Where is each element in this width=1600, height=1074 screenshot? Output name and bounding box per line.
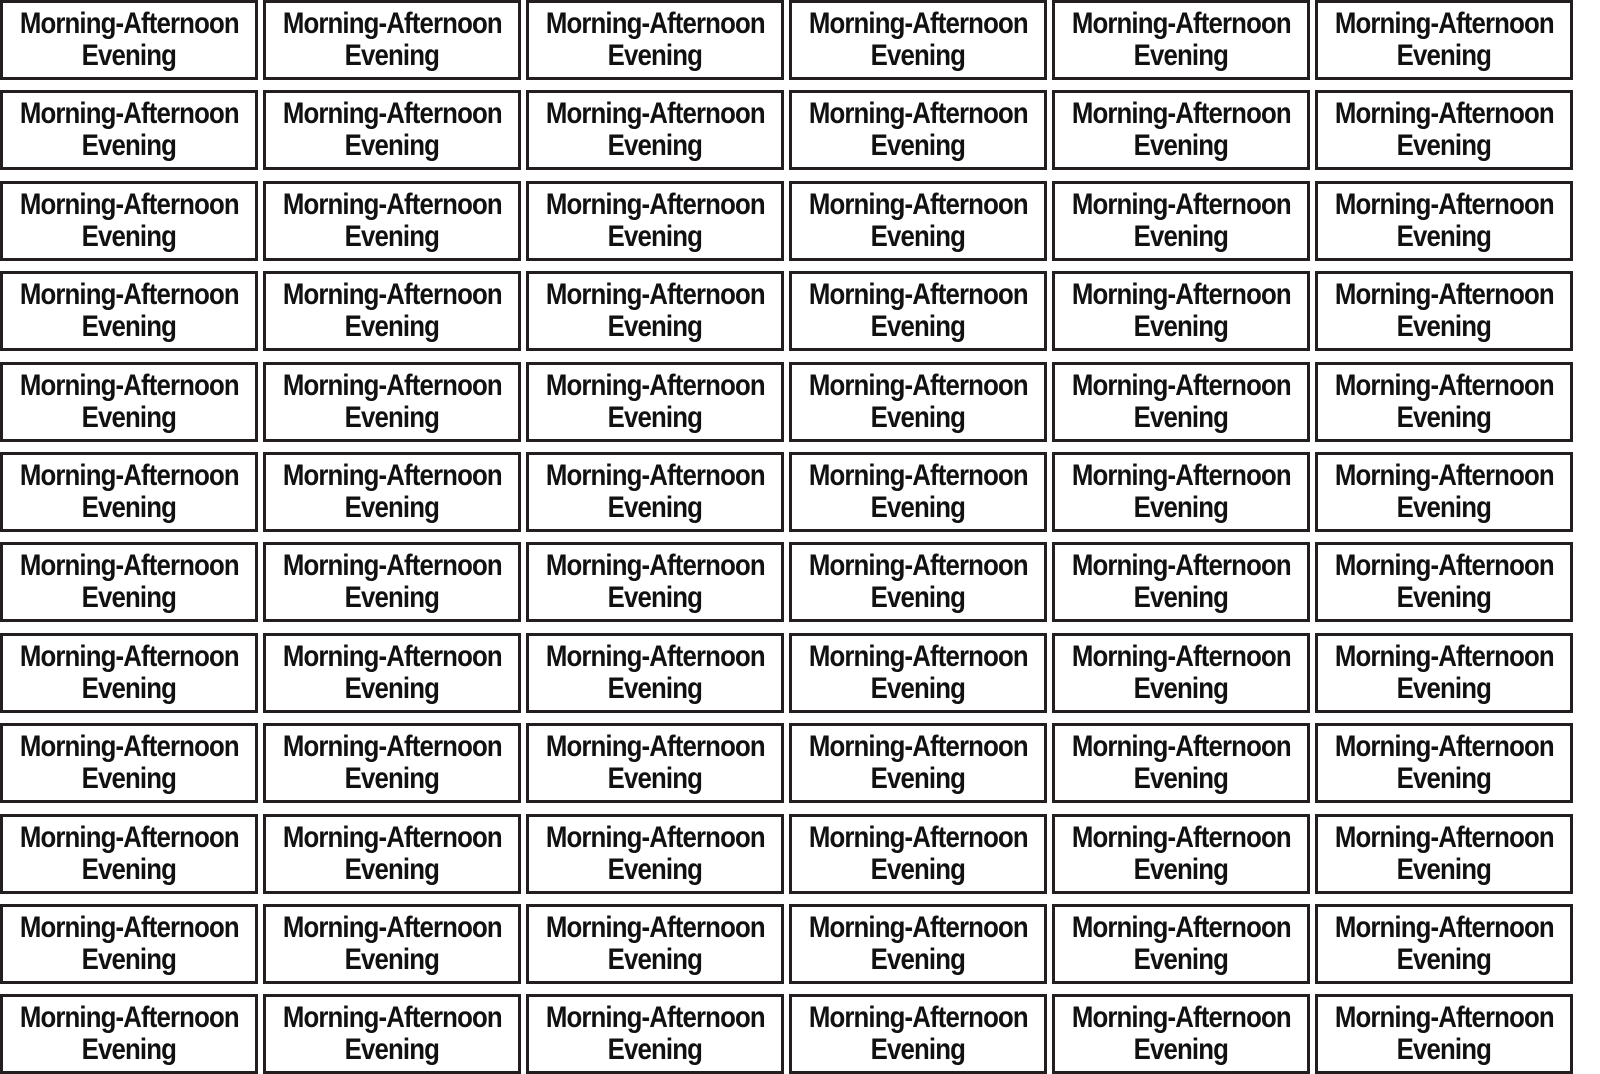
label-line-morning-afternoon: Morning-Afternoon — [808, 7, 1028, 40]
label-line-morning-afternoon: Morning-Afternoon — [1334, 640, 1554, 673]
label-line-evening: Evening — [1133, 310, 1229, 343]
time-of-day-label — [526, 271, 784, 351]
time-of-day-label — [526, 994, 784, 1074]
label-line-morning-afternoon: Morning-Afternoon — [282, 549, 502, 582]
time-of-day-label — [1315, 542, 1573, 622]
label-line-evening: Evening — [607, 39, 703, 72]
label-line-morning-afternoon: Morning-Afternoon — [808, 730, 1028, 763]
label-line-evening: Evening — [1396, 310, 1492, 343]
time-of-day-label — [1052, 90, 1310, 170]
time-of-day-label — [1052, 0, 1310, 80]
label-line-evening: Evening — [870, 1033, 966, 1066]
time-of-day-label — [526, 814, 784, 894]
label-line-morning-afternoon: Morning-Afternoon — [1334, 730, 1554, 763]
label-line-evening: Evening — [607, 220, 703, 253]
label-line-evening: Evening — [1133, 581, 1229, 614]
time-of-day-label — [0, 814, 258, 894]
label-line-morning-afternoon: Morning-Afternoon — [1071, 188, 1291, 221]
time-of-day-label — [789, 181, 1047, 261]
label-line-morning-afternoon: Morning-Afternoon — [808, 369, 1028, 402]
label-line-morning-afternoon: Morning-Afternoon — [19, 188, 239, 221]
label-line-evening: Evening — [607, 672, 703, 705]
label-line-morning-afternoon: Morning-Afternoon — [808, 97, 1028, 130]
label-line-morning-afternoon: Morning-Afternoon — [19, 7, 239, 40]
label-line-evening: Evening — [81, 762, 177, 795]
time-of-day-label — [1315, 994, 1573, 1074]
label-line-evening: Evening — [81, 129, 177, 162]
time-of-day-label — [0, 0, 258, 80]
label-line-evening: Evening — [607, 310, 703, 343]
time-of-day-label — [263, 271, 521, 351]
label-line-evening: Evening — [1396, 39, 1492, 72]
label-line-evening: Evening — [1396, 853, 1492, 886]
time-of-day-label — [789, 90, 1047, 170]
time-of-day-label — [1052, 271, 1310, 351]
time-of-day-label — [789, 271, 1047, 351]
time-of-day-label — [0, 452, 258, 532]
label-line-morning-afternoon: Morning-Afternoon — [282, 730, 502, 763]
label-line-evening: Evening — [1133, 672, 1229, 705]
label-line-morning-afternoon: Morning-Afternoon — [545, 549, 765, 582]
time-of-day-label — [1315, 723, 1573, 803]
label-line-morning-afternoon: Morning-Afternoon — [19, 97, 239, 130]
label-line-evening: Evening — [1133, 220, 1229, 253]
time-of-day-label — [0, 362, 258, 442]
label-line-evening: Evening — [81, 853, 177, 886]
label-line-evening: Evening — [344, 672, 440, 705]
time-of-day-label — [0, 542, 258, 622]
time-of-day-label — [263, 362, 521, 442]
label-line-evening: Evening — [870, 581, 966, 614]
label-line-morning-afternoon: Morning-Afternoon — [19, 1001, 239, 1034]
label-line-morning-afternoon: Morning-Afternoon — [1071, 730, 1291, 763]
label-line-evening: Evening — [870, 853, 966, 886]
label-line-morning-afternoon: Morning-Afternoon — [1334, 1001, 1554, 1034]
label-line-evening: Evening — [607, 762, 703, 795]
label-line-morning-afternoon: Morning-Afternoon — [1334, 278, 1554, 311]
time-of-day-label — [526, 452, 784, 532]
label-line-morning-afternoon: Morning-Afternoon — [282, 459, 502, 492]
label-line-morning-afternoon: Morning-Afternoon — [545, 97, 765, 130]
time-of-day-label — [0, 181, 258, 261]
label-line-evening: Evening — [344, 310, 440, 343]
label-line-evening: Evening — [1396, 943, 1492, 976]
label-line-evening: Evening — [344, 220, 440, 253]
time-of-day-label — [263, 452, 521, 532]
time-of-day-label — [1052, 723, 1310, 803]
time-of-day-label — [263, 723, 521, 803]
label-line-morning-afternoon: Morning-Afternoon — [282, 640, 502, 673]
label-line-morning-afternoon: Morning-Afternoon — [19, 640, 239, 673]
time-of-day-label — [1052, 362, 1310, 442]
label-line-evening: Evening — [81, 491, 177, 524]
time-of-day-label — [1315, 181, 1573, 261]
time-of-day-label — [263, 633, 521, 713]
label-line-morning-afternoon: Morning-Afternoon — [808, 821, 1028, 854]
time-of-day-label — [789, 723, 1047, 803]
time-of-day-label — [1052, 181, 1310, 261]
label-line-morning-afternoon: Morning-Afternoon — [808, 459, 1028, 492]
label-line-morning-afternoon: Morning-Afternoon — [282, 7, 502, 40]
label-line-morning-afternoon: Morning-Afternoon — [282, 821, 502, 854]
time-of-day-label — [789, 633, 1047, 713]
time-of-day-label — [526, 0, 784, 80]
time-of-day-label — [789, 542, 1047, 622]
time-of-day-label — [1315, 814, 1573, 894]
label-line-morning-afternoon: Morning-Afternoon — [545, 911, 765, 944]
time-of-day-label — [1052, 452, 1310, 532]
time-of-day-label — [263, 181, 521, 261]
label-line-morning-afternoon: Morning-Afternoon — [1071, 97, 1291, 130]
time-of-day-label — [1315, 362, 1573, 442]
label-line-evening: Evening — [607, 943, 703, 976]
label-line-morning-afternoon: Morning-Afternoon — [1334, 188, 1554, 221]
time-of-day-label — [1315, 0, 1573, 80]
label-line-evening: Evening — [607, 853, 703, 886]
label-line-morning-afternoon: Morning-Afternoon — [545, 369, 765, 402]
time-of-day-label — [526, 181, 784, 261]
label-line-morning-afternoon: Morning-Afternoon — [1071, 278, 1291, 311]
label-line-morning-afternoon: Morning-Afternoon — [545, 640, 765, 673]
time-of-day-label — [263, 90, 521, 170]
label-line-evening: Evening — [1396, 401, 1492, 434]
label-line-morning-afternoon: Morning-Afternoon — [545, 459, 765, 492]
label-line-evening: Evening — [344, 943, 440, 976]
time-of-day-label — [789, 994, 1047, 1074]
time-of-day-label — [1052, 904, 1310, 984]
label-line-morning-afternoon: Morning-Afternoon — [1334, 459, 1554, 492]
label-line-morning-afternoon: Morning-Afternoon — [545, 730, 765, 763]
label-line-morning-afternoon: Morning-Afternoon — [808, 1001, 1028, 1034]
label-line-evening: Evening — [1396, 672, 1492, 705]
label-line-morning-afternoon: Morning-Afternoon — [19, 369, 239, 402]
label-line-morning-afternoon: Morning-Afternoon — [808, 278, 1028, 311]
label-line-morning-afternoon: Morning-Afternoon — [808, 549, 1028, 582]
label-line-morning-afternoon: Morning-Afternoon — [808, 911, 1028, 944]
label-line-evening: Evening — [1133, 853, 1229, 886]
label-line-evening: Evening — [1396, 1033, 1492, 1066]
label-line-evening: Evening — [870, 401, 966, 434]
label-line-morning-afternoon: Morning-Afternoon — [1334, 821, 1554, 854]
time-of-day-label — [1315, 633, 1573, 713]
time-of-day-label — [1315, 452, 1573, 532]
time-of-day-label — [526, 542, 784, 622]
label-line-evening: Evening — [1133, 1033, 1229, 1066]
label-line-evening: Evening — [870, 762, 966, 795]
label-line-evening: Evening — [607, 129, 703, 162]
label-line-evening: Evening — [1396, 762, 1492, 795]
label-line-evening: Evening — [81, 943, 177, 976]
label-line-morning-afternoon: Morning-Afternoon — [545, 821, 765, 854]
label-line-evening: Evening — [344, 853, 440, 886]
label-line-evening: Evening — [344, 491, 440, 524]
label-line-morning-afternoon: Morning-Afternoon — [1334, 911, 1554, 944]
label-line-evening: Evening — [1396, 220, 1492, 253]
time-of-day-label — [1315, 90, 1573, 170]
label-line-evening: Evening — [1133, 401, 1229, 434]
label-line-morning-afternoon: Morning-Afternoon — [1071, 459, 1291, 492]
time-of-day-label — [263, 994, 521, 1074]
label-line-evening: Evening — [344, 581, 440, 614]
label-line-evening: Evening — [607, 401, 703, 434]
label-line-evening: Evening — [870, 672, 966, 705]
label-line-evening: Evening — [1396, 129, 1492, 162]
label-line-evening: Evening — [870, 39, 966, 72]
time-of-day-label — [263, 814, 521, 894]
time-of-day-label — [0, 723, 258, 803]
time-of-day-label — [263, 542, 521, 622]
label-line-morning-afternoon: Morning-Afternoon — [545, 278, 765, 311]
label-line-evening: Evening — [607, 491, 703, 524]
label-line-morning-afternoon: Morning-Afternoon — [282, 369, 502, 402]
label-line-evening: Evening — [344, 1033, 440, 1066]
label-line-morning-afternoon: Morning-Afternoon — [808, 188, 1028, 221]
label-line-morning-afternoon: Morning-Afternoon — [1334, 369, 1554, 402]
label-line-morning-afternoon: Morning-Afternoon — [545, 188, 765, 221]
time-of-day-label — [1315, 904, 1573, 984]
time-of-day-label — [263, 904, 521, 984]
label-line-evening: Evening — [1396, 491, 1492, 524]
label-line-evening: Evening — [1133, 762, 1229, 795]
label-line-morning-afternoon: Morning-Afternoon — [1071, 821, 1291, 854]
label-line-evening: Evening — [870, 491, 966, 524]
label-line-morning-afternoon: Morning-Afternoon — [1334, 7, 1554, 40]
label-line-morning-afternoon: Morning-Afternoon — [19, 549, 239, 582]
time-of-day-label — [263, 0, 521, 80]
label-line-morning-afternoon: Morning-Afternoon — [545, 1001, 765, 1034]
time-of-day-label — [1052, 633, 1310, 713]
label-line-evening: Evening — [81, 220, 177, 253]
time-of-day-label — [1052, 542, 1310, 622]
label-line-evening: Evening — [1133, 129, 1229, 162]
label-line-morning-afternoon: Morning-Afternoon — [19, 730, 239, 763]
label-line-evening: Evening — [344, 129, 440, 162]
label-line-evening: Evening — [870, 943, 966, 976]
label-line-morning-afternoon: Morning-Afternoon — [1071, 1001, 1291, 1034]
time-of-day-label — [526, 723, 784, 803]
label-line-evening: Evening — [1133, 491, 1229, 524]
label-line-evening: Evening — [607, 1033, 703, 1066]
time-of-day-label — [789, 814, 1047, 894]
label-line-morning-afternoon: Morning-Afternoon — [808, 640, 1028, 673]
label-line-morning-afternoon: Morning-Afternoon — [1334, 97, 1554, 130]
time-of-day-label — [0, 994, 258, 1074]
time-of-day-label — [789, 362, 1047, 442]
time-of-day-label — [526, 362, 784, 442]
label-line-morning-afternoon: Morning-Afternoon — [1071, 640, 1291, 673]
label-line-evening: Evening — [870, 220, 966, 253]
label-line-morning-afternoon: Morning-Afternoon — [19, 911, 239, 944]
label-line-evening: Evening — [344, 401, 440, 434]
label-line-evening: Evening — [81, 39, 177, 72]
label-line-morning-afternoon: Morning-Afternoon — [282, 1001, 502, 1034]
label-line-morning-afternoon: Morning-Afternoon — [282, 188, 502, 221]
time-of-day-label — [789, 452, 1047, 532]
label-line-morning-afternoon: Morning-Afternoon — [1071, 911, 1291, 944]
time-of-day-label — [526, 633, 784, 713]
label-line-morning-afternoon: Morning-Afternoon — [1071, 369, 1291, 402]
label-line-evening: Evening — [1396, 581, 1492, 614]
label-line-evening: Evening — [81, 1033, 177, 1066]
label-line-morning-afternoon: Morning-Afternoon — [1334, 549, 1554, 582]
time-of-day-label — [1315, 271, 1573, 351]
time-of-day-label — [789, 0, 1047, 80]
label-line-evening: Evening — [81, 672, 177, 705]
label-line-evening: Evening — [607, 581, 703, 614]
label-line-evening: Evening — [1133, 39, 1229, 72]
label-line-morning-afternoon: Morning-Afternoon — [1071, 7, 1291, 40]
time-of-day-label — [526, 904, 784, 984]
label-line-morning-afternoon: Morning-Afternoon — [282, 278, 502, 311]
label-line-morning-afternoon: Morning-Afternoon — [19, 278, 239, 311]
label-line-morning-afternoon: Morning-Afternoon — [1071, 549, 1291, 582]
label-line-evening: Evening — [1133, 943, 1229, 976]
time-of-day-label — [0, 633, 258, 713]
time-of-day-label — [0, 90, 258, 170]
time-of-day-label — [1052, 994, 1310, 1074]
label-line-evening: Evening — [81, 401, 177, 434]
time-of-day-label — [789, 904, 1047, 984]
label-line-evening: Evening — [81, 581, 177, 614]
time-of-day-label — [0, 271, 258, 351]
label-line-evening: Evening — [870, 129, 966, 162]
label-line-morning-afternoon: Morning-Afternoon — [282, 97, 502, 130]
time-of-day-label — [0, 904, 258, 984]
label-line-morning-afternoon: Morning-Afternoon — [19, 821, 239, 854]
label-line-evening: Evening — [870, 310, 966, 343]
label-line-evening: Evening — [344, 762, 440, 795]
label-line-evening: Evening — [81, 310, 177, 343]
time-of-day-label — [1052, 814, 1310, 894]
label-line-morning-afternoon: Morning-Afternoon — [545, 7, 765, 40]
time-of-day-label — [526, 90, 784, 170]
label-line-morning-afternoon: Morning-Afternoon — [19, 459, 239, 492]
label-line-morning-afternoon: Morning-Afternoon — [282, 911, 502, 944]
label-line-evening: Evening — [344, 39, 440, 72]
